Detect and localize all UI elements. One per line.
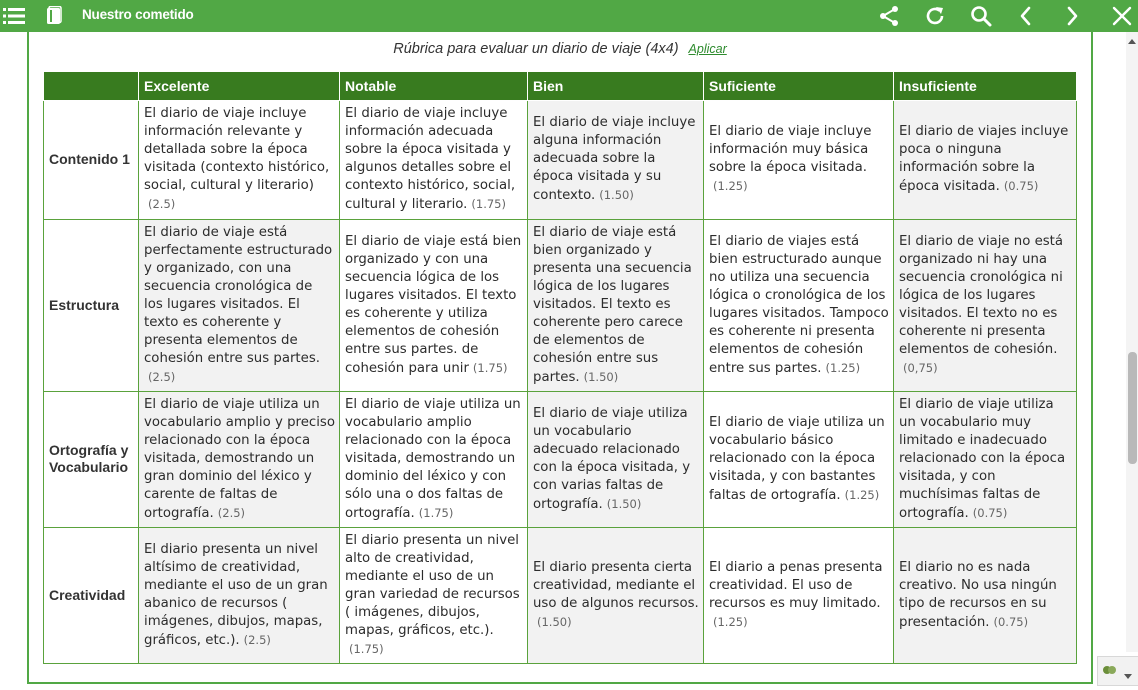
- rubric-cell[interactable]: [340, 528, 528, 664]
- share-icon[interactable]: [877, 4, 901, 28]
- rubric-score: (2.5): [148, 197, 176, 211]
- rubric-score: (1.50): [599, 188, 634, 202]
- rubric-row: [44, 220, 1077, 392]
- column-header-bien: Bien: [528, 72, 704, 101]
- scrollbar-thumb[interactable]: [1128, 352, 1137, 464]
- row-header: Estructura: [44, 220, 139, 392]
- rubric-cell[interactable]: [340, 220, 528, 392]
- rubric-cell[interactable]: [704, 392, 894, 528]
- rubric-cell-text: El diario presenta cierta creatividad, mediante el uso de algunos recursos.: [533, 559, 699, 611]
- rubric-cell-text: El diario de viaje está bien organizado y con una secuencia lógica de los lugares visitados. El texto es coherente y utiliza elementos de cohesión entre sus partes. de cohesión para unir: [345, 233, 522, 376]
- rubric-score: (2.5): [148, 369, 176, 384]
- column-header-suficiente: Suficiente: [704, 72, 894, 101]
- rubric-score: (1.75): [418, 505, 454, 520]
- rubric-cell[interactable]: [528, 528, 704, 664]
- rubric-row: [44, 392, 1077, 528]
- rubric-cell[interactable]: [139, 220, 340, 392]
- rubric-cell-text: El diario de viaje incluye alguna información adecuada sobre la época visitada y su contexto.: [533, 115, 696, 203]
- rubric-cell[interactable]: [528, 392, 704, 528]
- scroll-up-icon[interactable]: [1127, 34, 1137, 44]
- rubric-cell[interactable]: [704, 220, 894, 392]
- rubric-score: (1.25): [713, 179, 748, 193]
- rubric-cell[interactable]: [528, 220, 704, 392]
- rubric-row: [44, 101, 1077, 220]
- back-icon[interactable]: [1014, 4, 1038, 28]
- rubric-cell-text: El diario de viaje utiliza un vocabulario muy limitado e inadecuado relacionado con la época visitada, y con muchísimas faltas de ortografía.: [899, 396, 1066, 521]
- close-icon[interactable]: [1110, 4, 1134, 28]
- search-icon[interactable]: [969, 4, 993, 28]
- rubric-score: (0,75): [903, 360, 938, 375]
- content-frame-left: [27, 32, 29, 684]
- rubric-score: (1.50): [583, 369, 619, 384]
- rubric-cell[interactable]: [340, 101, 528, 220]
- rubric-cell[interactable]: [894, 528, 1077, 664]
- rubric-cell-text: El diario de viaje utiliza un vocabulario adecuado relacionado con la época visitada, y con varias faltas de ortografía.: [533, 405, 691, 512]
- rubric-score: (1.75): [472, 360, 508, 375]
- apply-link[interactable]: Aplicar: [688, 42, 727, 56]
- rubric-cell[interactable]: [139, 101, 340, 220]
- rubric-cell-text: El diario de viaje incluye información relevante y detallada sobre la época visitada (contexto histórico, social, cultural y literario): [144, 106, 330, 193]
- rubric-score: (1.75): [349, 641, 384, 656]
- column-header-excelente: Excelente: [139, 72, 340, 101]
- rubric-cell-text: El diario de viaje incluye información muy básica sobre la época visitada.: [709, 124, 872, 175]
- rubric-row: [44, 528, 1077, 664]
- rubric-cell[interactable]: [704, 528, 894, 664]
- rubric-score: (0.75): [993, 614, 1029, 629]
- rubric-score: (2.5): [243, 632, 271, 647]
- column-header-notable: Notable: [340, 72, 528, 101]
- rubric-cell[interactable]: [894, 392, 1077, 528]
- rubric-score: (1.75): [471, 197, 506, 211]
- rubric-score: (1.25): [844, 487, 880, 502]
- rubric-cell-text: El diario a penas presenta creatividad. El uso de recursos es muy limitado.: [709, 559, 883, 611]
- rubric-caption: [29, 41, 1091, 63]
- rubric-cell-text: El diario de viajes está bien estructurado aunque no utiliza una secuencia lógica o cronológica de los lugares visitados. Tampoco es coherente ni presenta elementos de cohesión entre sus partes.: [709, 233, 889, 376]
- rubric-cell-text: El diario de viaje está bien organizado y presenta una secuencia lógica de los lugares visitados. El texto es coherente pero carece de elementos de cohesión entre sus partes.: [533, 224, 692, 385]
- rubric-cell-text: El diario de viaje utiliza un vocabulario amplio relacionado con la época visitada, demostrando un dominio del léxico y con sólo una o dos faltas de ortografía.: [345, 396, 521, 521]
- rubric-cell-text: El diario presenta un nivel alto de creatividad, mediante el uso de un gran variedad de recursos ( imágenes, dibujos, mapas, gráficos, etc.).: [345, 532, 520, 638]
- rubric-cell[interactable]: [528, 101, 704, 220]
- rubric-cell-text: El diario de viaje utiliza un vocabulario básico relacionado con la época visitada, y con bastantes faltas de ortografía.: [709, 414, 885, 503]
- row-header: Creatividad: [44, 528, 139, 664]
- rubric-cell[interactable]: [704, 101, 894, 220]
- rubric-score: (0.75): [1003, 179, 1039, 193]
- refresh-icon[interactable]: [923, 4, 947, 28]
- rubric-score: (0.75): [972, 505, 1008, 520]
- rubric-cell-text: El diario de viaje está perfectamente estructurado y organizado, con una secuencia cronológica de los lugares visitados. El texto es coherente y presenta elementos de cohesión entre sus partes.: [144, 224, 333, 366]
- row-header: Ortografía y Vocabulario: [44, 392, 139, 528]
- rubric-table: [43, 71, 1077, 664]
- column-header-insuficiente: Insuficiente: [894, 72, 1077, 101]
- rubric-score: (1.50): [537, 614, 572, 629]
- rubric-title: Rúbrica para evaluar un diario de viaje (4x4): [393, 41, 679, 57]
- content-frame-right: [1091, 32, 1093, 684]
- rubric-cell[interactable]: [894, 101, 1077, 220]
- forward-icon[interactable]: [1060, 4, 1084, 28]
- rubric-score: (1.25): [713, 614, 748, 629]
- rubric-cell-text: El diario de viaje utiliza un vocabulario amplio y preciso relacionado con la época visitada, demostrando un gran dominio del léxico y carente de faltas de ortografía.: [144, 396, 335, 521]
- column-header-corner: [44, 72, 139, 101]
- rubric-score: (1.50): [606, 496, 642, 511]
- rubric-cell-text: El diario presenta un nivel altísimo de creatividad, mediante el uso de un gran abanico de recursos ( imágenes, dibujos, mapas, gráficos, etc.).: [144, 541, 328, 648]
- menu-icon[interactable]: [3, 7, 25, 25]
- book-icon: [45, 6, 63, 26]
- rubric-cell[interactable]: [340, 392, 528, 528]
- rubric-cell-text: El diario de viaje no está organizado ni hay una secuencia cronológica ni lógica de los lugares visitados. El texto no es coherente ni presenta elementos de cohesión.: [899, 233, 1064, 357]
- vertical-scrollbar[interactable]: [1126, 32, 1138, 652]
- rubric-cell-text: El diario no es nada creativo. No usa ningún tipo de recursos en su presentación.: [899, 559, 1057, 630]
- top-toolbar: [0, 0, 1138, 32]
- rubric-cell-text: El diario de viaje incluye información adecuada sobre la época visitada y algunos detalles sobre el contexto histórico, social, cultural y literario.: [345, 106, 516, 212]
- rubric-header-row: [44, 72, 1077, 101]
- row-header: Contenido 1: [44, 101, 139, 220]
- rubric-score: (1.25): [825, 360, 861, 375]
- rubric-score: (2.5): [217, 505, 246, 520]
- corner-widget[interactable]: [1097, 656, 1138, 686]
- rubric-cell-text: El diario de viajes incluye poca o ninguna información sobre la época visitada.: [899, 124, 1069, 194]
- rubric-cell[interactable]: [894, 220, 1077, 392]
- rubric-cell[interactable]: [139, 528, 340, 664]
- rubric-cell[interactable]: [139, 392, 340, 528]
- app-title: Nuestro cometido: [82, 7, 194, 22]
